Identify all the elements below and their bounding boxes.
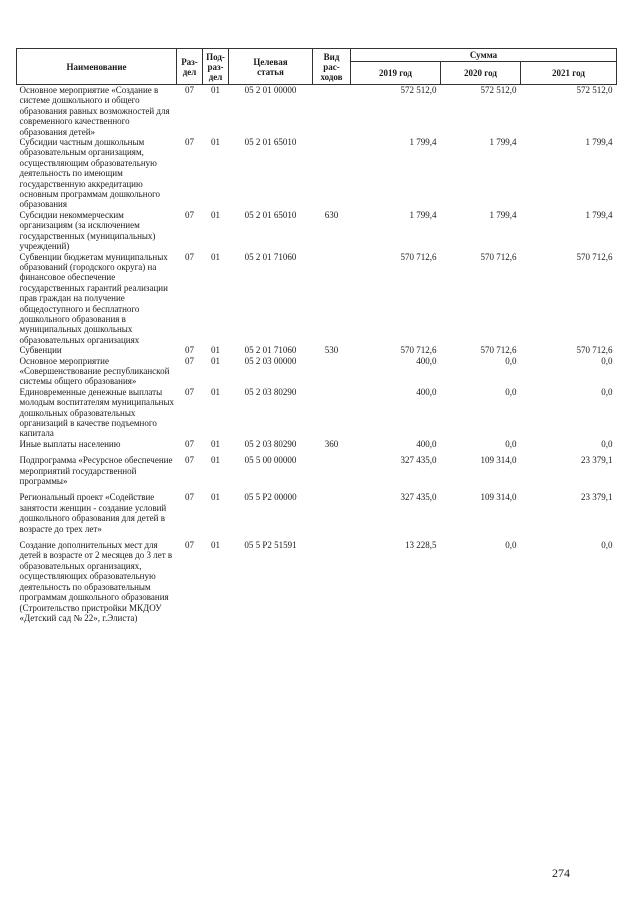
row-sum-2019: 400,0 [416,438,437,449]
row-sum-2020: 570 712,6 [480,345,517,356]
row-section: 07 [185,355,194,366]
row-subsection: 01 [211,345,220,356]
row-sum-2020: 570 712,6 [480,251,517,262]
table-row [17,540,617,623]
header-subsection: Под- раз- дел [203,49,229,85]
row-sum-2021: 0,0 [601,540,613,551]
row-sum-2021: 23 379,1 [581,492,613,503]
row-target: 05 2 01 00000 [244,85,297,95]
row-name: Создание дополнительных мест для детей в возрасте от 2 месяцев до 3 лет в образовательных организациях, осуществляющих образовательную деятельность по образовательным программам дошкольного образования (Строительство пристройки МКДОУ «Детский сад № 22», г.Элиста) [19,540,173,623]
row-target: 05 2 01 65010 [244,209,297,220]
row-kind: 360 [324,438,339,449]
table-body [17,85,617,624]
row-sum-2020: 109 314,0 [480,492,517,503]
row-subsection: 01 [211,209,220,220]
row-target: 05 2 03 80290 [244,438,297,449]
row-subsection: 01 [211,492,220,503]
row-subsection: 01 [211,438,220,449]
row-sum-2020: 109 314,0 [480,455,517,466]
row-sum-2019: 327 435,0 [400,455,437,466]
row-subsection: 01 [211,455,220,466]
header-kind: Вид рас- ходов [313,49,351,85]
table-row [17,252,617,346]
row-sum-2021: 0,0 [601,438,613,449]
row-sum-2021: 570 712,6 [576,251,613,262]
row-kind [313,252,351,346]
row-name: Субвенции [19,345,62,356]
row-target: 05 5 P2 00000 [244,492,297,503]
row-section: 07 [185,345,194,356]
row-subsection: 01 [211,355,220,366]
row-sum-2019: 13 228,5 [405,540,437,551]
row-target: 05 5 P2 51591 [244,540,297,551]
row-kind [313,356,351,387]
row-sum-2021: 1 799,4 [585,209,613,220]
row-sum-2020: 1 799,4 [489,209,517,220]
row-section: 07 [185,540,194,551]
row-kind: 630 [324,209,339,220]
row-name: Иные выплаты населению [19,438,121,449]
table-row [17,356,617,387]
row-kind [313,492,351,534]
row-name: Субсидии частным дошкольным образовательным организациям, осуществляющим образовательную деятельность по имеющим государственную аккредитацию основным программам дошкольного образования [19,137,161,210]
table-row [17,492,617,534]
row-sum-2019: 327 435,0 [400,492,437,503]
row-section: 07 [185,438,194,449]
budget-table [16,48,617,623]
row-section: 07 [185,209,194,220]
row-sum-2020: 0,0 [505,438,517,449]
row-sum-2021: 23 379,1 [581,455,613,466]
row-sum-2021: 570 712,6 [576,345,613,356]
page-number: 274 [552,866,570,880]
row-sum-2019: 400,0 [416,386,437,397]
header-sum: Сумма [351,49,617,62]
row-name: Субсидии некоммерческим организациям (за исключением государственных (муниципальных) учреждений) [19,209,156,252]
table-row [17,137,617,210]
row-kind: 530 [324,345,339,356]
row-target: 05 2 03 00000 [244,355,297,366]
row-target: 05 2 01 65010 [244,137,297,148]
row-sum-2019: 1 799,4 [409,209,437,220]
row-kind [313,540,351,623]
row-sum-2020: 1 799,4 [489,137,517,148]
header-2019: 2019 год [351,62,441,85]
row-kind [313,85,351,138]
row-sum-2020: 0,0 [505,355,517,366]
row-name: Региональный проект «Содействие занятости женщин - создание условий дошкольного образования для детей в возрасте до трех лет» [19,492,167,534]
row-sum-2021: 0,0 [601,386,613,397]
row-name: Субвенции бюджетам муниципальных образований (городского округа) на финансовое обеспечение государственных гарантий реализации прав граждан на получение общедоступного и бесплатного дошкольного образования в муниципальных дошкольных образовательных организациях [19,251,168,345]
row-section: 07 [185,137,194,148]
row-sum-2020: 0,0 [505,540,517,551]
row-section: 07 [185,85,194,95]
row-name: Единовременные денежные выплаты молодым воспитателям муниципальных дошкольных образовательных организаций в качестве подъемного капитала [19,386,175,439]
row-sum-2021: 572 512,0 [576,85,613,95]
row-subsection: 01 [211,386,220,397]
row-name: Основное мероприятие «Создание в системе дошкольного и общего образования равных возможностей для современного качественного образования детей» [19,85,170,137]
row-subsection: 01 [211,540,220,551]
row-name: Подпрограмма «Ресурсное обеспечение мероприятий государственной программы» [19,455,173,487]
row-sum-2020: 572 512,0 [480,85,517,95]
row-name: Основное мероприятие «Совершенствование республиканской системы общего образования» [19,355,170,387]
row-kind [313,387,351,439]
row-sum-2021: 0,0 [601,355,613,366]
row-sum-2019: 572 512,0 [400,85,437,95]
table-row [17,85,617,138]
row-sum-2019: 1 799,4 [409,137,437,148]
table-row [17,455,617,486]
header-target: Целевая статья [229,49,313,85]
row-sum-2019: 400,0 [416,355,437,366]
header-section: Раз- дел [177,49,203,85]
row-subsection: 01 [211,251,220,262]
row-section: 07 [185,455,194,466]
row-sum-2020: 0,0 [505,386,517,397]
table-header [17,49,617,85]
row-subsection: 01 [211,137,220,148]
budget-table-sheet [16,48,616,623]
row-section: 07 [185,386,194,397]
row-section: 07 [185,251,194,262]
header-2020: 2020 год [441,62,521,85]
row-kind [313,455,351,486]
header-2021: 2021 год [521,62,617,85]
header-name: Наименование [17,49,177,85]
row-section: 07 [185,492,194,503]
row-target: 05 5 00 00000 [244,455,297,466]
row-target: 05 2 01 71060 [244,345,297,356]
table-row [17,387,617,439]
table-row [17,345,617,355]
row-kind [313,137,351,210]
row-target: 05 2 03 80290 [244,386,297,397]
row-sum-2021: 1 799,4 [585,137,613,148]
table-row [17,439,617,449]
row-sum-2019: 570 712,6 [400,251,437,262]
table-row [17,210,617,252]
row-subsection: 01 [211,85,220,95]
row-target: 05 2 01 71060 [244,251,297,262]
row-sum-2019: 570 712,6 [400,345,437,356]
